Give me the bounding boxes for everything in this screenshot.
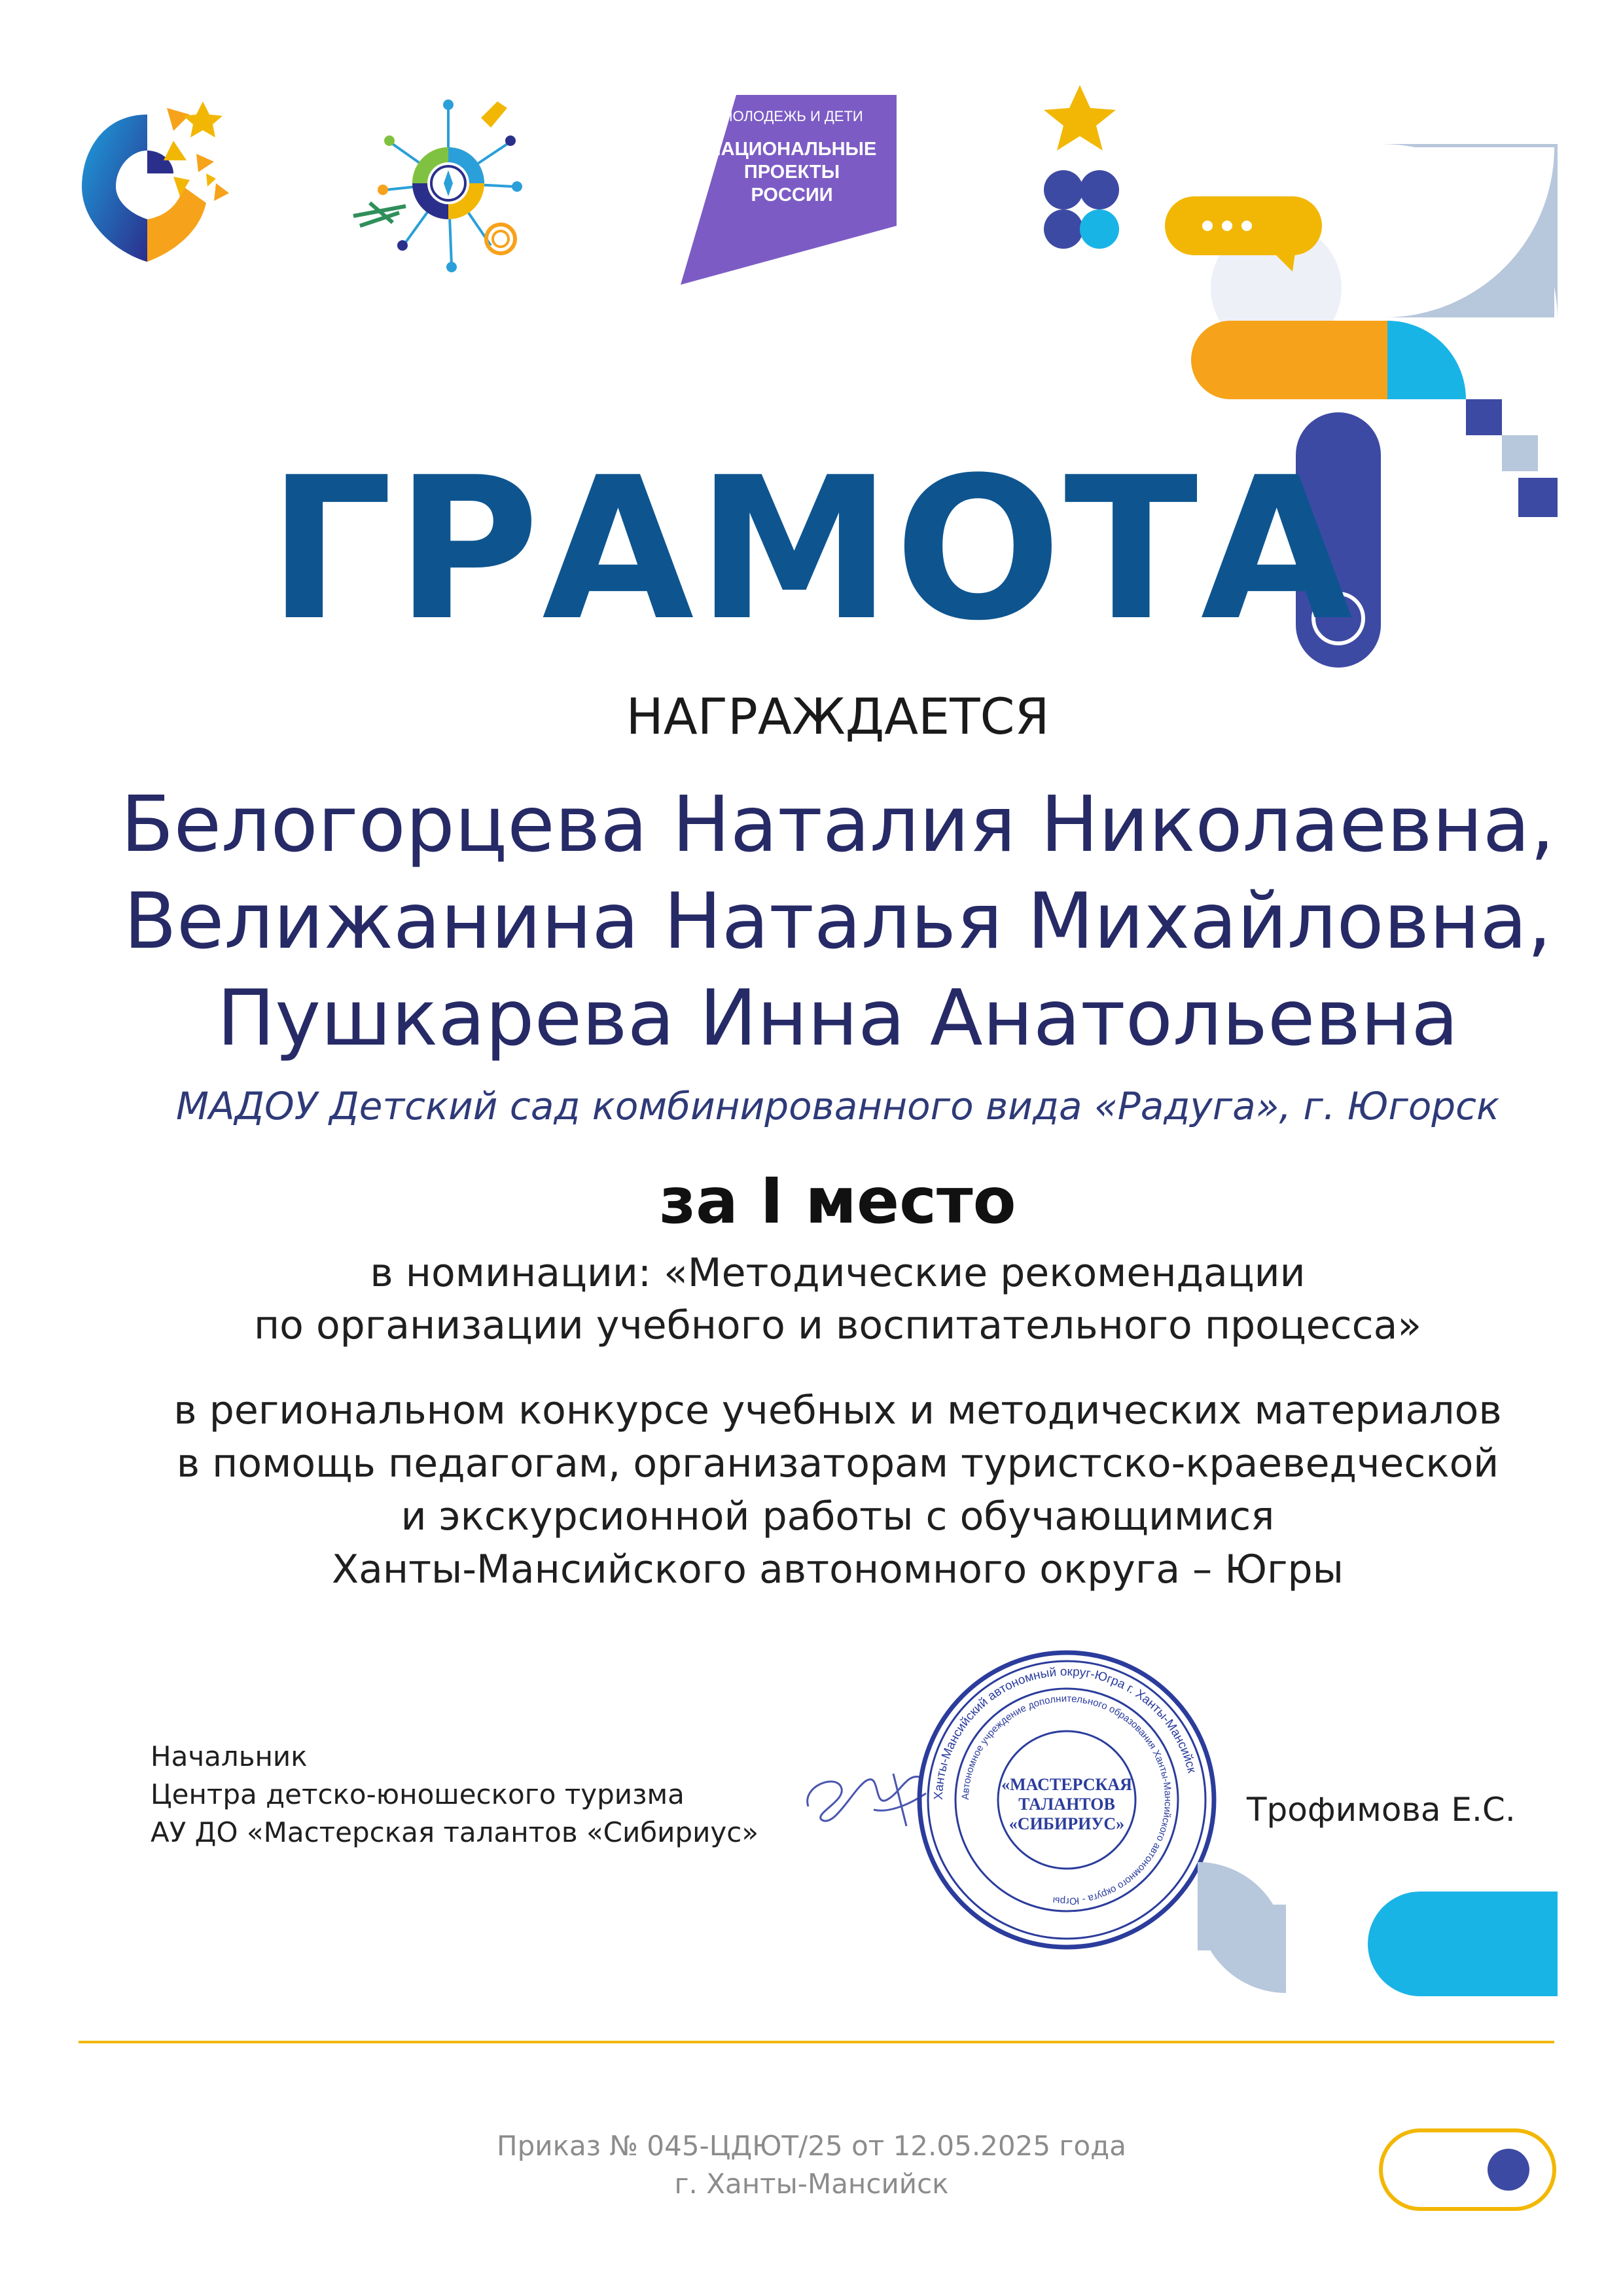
order-reference: Приказ № 045-ЦДЮТ/25 от 12.05.2025 года bbox=[497, 2130, 1126, 2162]
recipient-name: Белогорцева Наталия Николаевна, bbox=[120, 779, 1555, 869]
svg-text:Ханты-Мансийский автономный ок: Ханты-Мансийский автономный округ-Югра г. Ханты-Мансийск bbox=[931, 1664, 1199, 1801]
svg-text:«СИБИРИУС»: «СИБИРИУС» bbox=[1008, 1814, 1125, 1833]
contest-line: в помощь педагогам, организаторам туристско-краеведческой bbox=[176, 1441, 1499, 1486]
contest-line: Ханты-Мансийского автономного округа – Югры bbox=[331, 1547, 1344, 1592]
footer-divider bbox=[79, 2041, 1554, 2043]
svg-text:Автономное учреждение дополнит: Автономное учреждение дополнительного образования Ханты-Мансийского автономного округа - Югры bbox=[959, 1693, 1174, 1907]
position-line: Центра детско-юношеского туризма bbox=[151, 1778, 685, 1810]
decorative-shapes-bottom-icon bbox=[1198, 1859, 1558, 1996]
svg-text:МОЛОДЕЖЬ И ДЕТИ: МОЛОДЕЖЬ И ДЕТИ bbox=[721, 108, 863, 124]
contest-text bbox=[0, 1384, 1623, 1596]
nomination-line: по организации учебного и воспитательного процесса» bbox=[253, 1302, 1422, 1348]
position-line: Начальник bbox=[151, 1740, 308, 1772]
contest-line: в региональном конкурсе учебных и методических материалов bbox=[173, 1388, 1502, 1433]
position-line: АУ ДО «Мастерская талантов «Сибириус» bbox=[151, 1816, 759, 1848]
nomination-line: в номинации: «Методические рекомендации bbox=[370, 1250, 1306, 1296]
tourism-emblem-icon bbox=[347, 92, 550, 275]
signatory-name: Трофимова Е.С. bbox=[1247, 1791, 1516, 1829]
awarded-label: НАГРАЖДАЕТСЯ bbox=[626, 687, 1050, 745]
national-projects-logo-icon bbox=[681, 95, 897, 285]
svg-text:РОССИИ: РОССИИ bbox=[751, 185, 833, 206]
toggle-decoration-icon bbox=[1378, 2127, 1558, 2212]
organization-text: МАДОУ Детский сад комбинированного вида «Радуга», г. Югорск bbox=[175, 1084, 1500, 1128]
contest-line: и экскурсионной работы с обучающимися bbox=[401, 1494, 1275, 1539]
svg-text:ТАЛАНТОВ: ТАЛАНТОВ bbox=[1018, 1795, 1115, 1814]
sibirius-logo-icon bbox=[75, 88, 232, 272]
svg-text:НАЦИОНАЛЬНЫЕ: НАЦИОНАЛЬНЫЕ bbox=[707, 139, 877, 160]
recipient-name: Велижанина Наталья Михайловна, bbox=[123, 876, 1552, 966]
city-text: г. Ханты-Мансийск bbox=[674, 2168, 949, 2200]
nomination-text bbox=[0, 1247, 1623, 1352]
official-stamp-icon bbox=[913, 1646, 1221, 1954]
svg-text:ПРОЕКТЫ: ПРОЕКТЫ bbox=[743, 162, 840, 183]
recipient-name: Пушкарева Инна Анатольевна bbox=[217, 973, 1459, 1063]
certificate-title: ГРАМОТА bbox=[268, 435, 1355, 664]
svg-text:«МАСТЕРСКАЯ: «МАСТЕРСКАЯ bbox=[1001, 1775, 1132, 1794]
place-text: за I место bbox=[659, 1164, 1016, 1238]
signatory-position bbox=[151, 1738, 758, 1852]
recipients-list bbox=[0, 776, 1623, 1066]
